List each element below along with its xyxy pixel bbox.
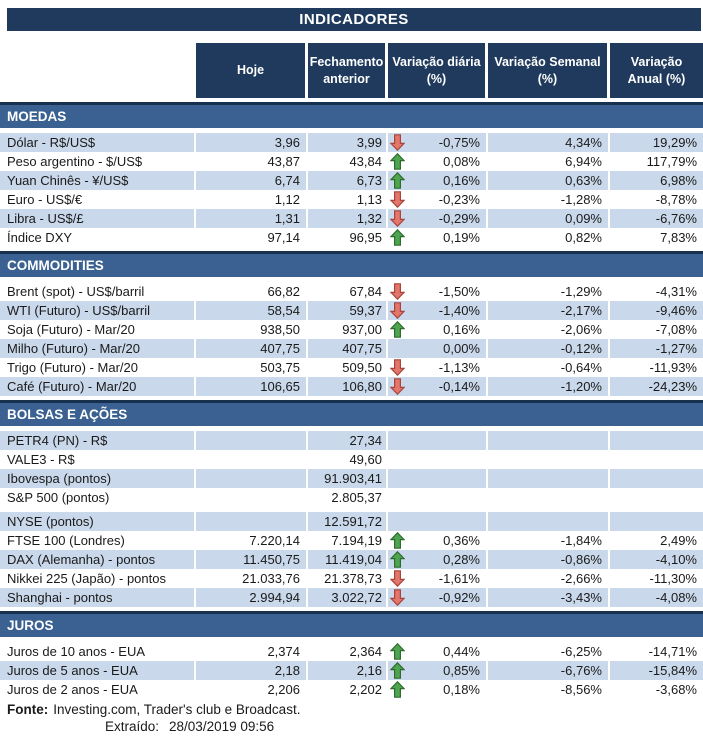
arrow-down-icon <box>388 133 410 152</box>
arrow-placeholder <box>388 488 410 507</box>
cell-variacao-anual <box>610 488 703 507</box>
row-label: NYSE (pontos) <box>0 512 196 531</box>
arrow-up-icon <box>388 152 410 171</box>
cell-variacao-semanal: -3,43% <box>488 588 610 607</box>
table-row <box>0 358 703 377</box>
cell-variacao-semanal: 0,09% <box>488 209 610 228</box>
footer-source-label: Fonte: <box>7 702 49 717</box>
arrow-up-icon <box>388 642 410 661</box>
cell-fechamento-anterior: 21.378,73 <box>308 569 388 588</box>
cell-variacao-semanal: -6,76% <box>488 661 610 680</box>
arrow-placeholder <box>388 469 410 488</box>
cell-variacao-anual: -11,30% <box>649 571 697 586</box>
row-label: Brent (spot) - US$/barril <box>0 282 196 301</box>
cell-variacao-diaria-group <box>388 190 488 209</box>
header-label-spacer <box>0 43 196 98</box>
row-label: S&P 500 (pontos) <box>0 488 196 507</box>
arrow-down-icon <box>388 282 410 301</box>
row-label: Nikkei 225 (Japão) - pontos <box>0 569 196 588</box>
table-row <box>0 512 703 531</box>
cell-fechamento-anterior: 937,00 <box>308 320 388 339</box>
table-row <box>0 190 703 209</box>
row-label: WTI (Futuro) - US$/barril <box>0 301 196 320</box>
cell-variacao-semanal: -6,25% <box>488 642 610 661</box>
table-row <box>0 488 703 507</box>
row-label: Soja (Futuro) - Mar/20 <box>0 320 196 339</box>
cell-variacao-semanal: -2,17% <box>488 301 610 320</box>
cell-fechamento-anterior: 2,16 <box>308 661 388 680</box>
cell-fechamento-anterior: 2.805,37 <box>308 488 388 507</box>
table-row <box>0 228 703 247</box>
table-row <box>0 469 703 488</box>
cell-variacao-diaria-group <box>388 642 488 661</box>
cell-fechamento-anterior: 1,32 <box>308 209 388 228</box>
arrow-up-icon <box>388 171 410 190</box>
row-label: Euro - US$/€ <box>0 190 196 209</box>
cell-variacao-diaria <box>410 469 486 488</box>
cell-variacao-anual: -7,08% <box>655 322 697 337</box>
cell-variacao-diaria <box>410 431 486 450</box>
cell-variacao-semanal: -1,29% <box>488 282 610 301</box>
cell-variacao-semanal: -1,84% <box>488 531 610 550</box>
footer-source <box>0 701 703 718</box>
cell-hoje: 503,75 <box>196 358 308 377</box>
row-label: Juros de 5 anos - EUA <box>0 661 196 680</box>
cell-variacao-diaria: -0,92% <box>438 590 480 605</box>
arrow-placeholder <box>388 339 410 358</box>
cell-variacao-diaria-group <box>388 531 488 550</box>
table-row <box>0 531 703 550</box>
cell-variacao-anual: -24,23% <box>610 377 703 396</box>
cell-variacao-diaria: -1,50% <box>438 284 480 299</box>
table-footer <box>0 701 703 735</box>
column-header-variacao-diaria: Variação diária (%) <box>388 43 488 98</box>
cell-variacao-semanal <box>488 431 610 450</box>
cell-variacao-semanal: -8,56% <box>488 680 610 699</box>
row-label: Yuan Chinês - ¥/US$ <box>0 171 196 190</box>
row-label: VALE3 - R$ <box>0 450 196 469</box>
cell-fechamento-anterior: 12.591,72 <box>308 512 388 531</box>
table-row <box>0 171 703 190</box>
cell-variacao-diaria <box>410 512 486 531</box>
cell-fechamento-anterior: 6,73 <box>308 171 388 190</box>
cell-variacao-diaria: 0,36% <box>443 533 480 548</box>
row-label: Ibovespa (pontos) <box>0 469 196 488</box>
footer-extracted <box>0 718 703 735</box>
cell-variacao-diaria: 0,85% <box>443 663 480 678</box>
cell-variacao-semanal: -0,86% <box>488 550 610 569</box>
cell-variacao-anual: -6,76% <box>610 209 703 228</box>
cell-variacao-anual: -4,31% <box>655 284 697 299</box>
row-label: Trigo (Futuro) - Mar/20 <box>0 358 196 377</box>
cell-variacao-semanal <box>488 512 610 531</box>
cell-variacao-diaria: 0,16% <box>443 173 480 188</box>
cell-variacao-diaria: 0,08% <box>443 154 480 169</box>
cell-variacao-diaria-group <box>388 209 488 228</box>
cell-fechamento-anterior: 3,99 <box>308 133 388 152</box>
cell-variacao-semanal: -2,06% <box>488 320 610 339</box>
cell-variacao-diaria-group <box>388 152 488 171</box>
table-row <box>0 320 703 339</box>
cell-hoje <box>196 488 308 507</box>
row-label: Dólar - R$/US$ <box>0 133 196 152</box>
cell-hoje: 2.994,94 <box>196 588 308 607</box>
cell-variacao-diaria-group <box>388 469 488 488</box>
cell-variacao-semanal: -2,66% <box>488 569 610 588</box>
cell-fechamento-anterior: 27,34 <box>308 431 388 450</box>
cell-hoje: 2,206 <box>196 680 308 699</box>
cell-variacao-anual: -1,27% <box>610 339 703 358</box>
table-row <box>0 450 703 469</box>
cell-hoje <box>196 512 308 531</box>
cell-variacao-diaria: -0,14% <box>438 379 480 394</box>
arrow-placeholder <box>388 431 410 450</box>
cell-variacao-diaria-group <box>388 588 488 607</box>
table-row <box>0 680 703 699</box>
row-label: PETR4 (PN) - R$ <box>0 431 196 450</box>
cell-variacao-anual <box>610 431 703 450</box>
cell-hoje <box>196 469 308 488</box>
cell-variacao-diaria-group <box>388 450 488 469</box>
row-label: Peso argentino - $/US$ <box>0 152 196 171</box>
arrow-up-icon <box>388 320 410 339</box>
arrow-placeholder <box>388 512 410 531</box>
cell-variacao-semanal: -1,28% <box>488 190 610 209</box>
section-header-commodities: COMMODITIES <box>0 251 703 277</box>
cell-hoje: 2,374 <box>196 642 308 661</box>
cell-hoje: 938,50 <box>196 320 308 339</box>
column-header-fechamento-anterior: Fechamento anterior <box>308 43 388 98</box>
cell-variacao-diaria-group <box>388 171 488 190</box>
cell-fechamento-anterior: 3.022,72 <box>308 588 388 607</box>
column-header-variacao-anual: Variação Anual (%) <box>610 43 703 98</box>
cell-variacao-anual: -11,93% <box>649 360 697 375</box>
cell-variacao-diaria-group <box>388 431 488 450</box>
arrow-up-icon <box>388 680 410 699</box>
cell-variacao-anual: -4,10% <box>610 550 703 569</box>
cell-variacao-diaria: -1,61% <box>438 571 480 586</box>
cell-fechamento-anterior: 96,95 <box>308 228 388 247</box>
cell-variacao-anual: 19,29% <box>610 133 703 152</box>
cell-variacao-semanal: -1,20% <box>488 377 610 396</box>
table-row <box>0 301 703 320</box>
cell-variacao-diaria: -1,40% <box>438 303 480 318</box>
table-row <box>0 550 703 569</box>
section-header-bolsas-e-a-es: BOLSAS E AÇÕES <box>0 400 703 426</box>
cell-hoje: 43,87 <box>196 152 308 171</box>
arrow-down-icon <box>388 190 410 209</box>
cell-fechamento-anterior: 407,75 <box>308 339 388 358</box>
table-row <box>0 152 703 171</box>
cell-variacao-anual: -4,08% <box>610 588 703 607</box>
report-title: INDICADORES <box>7 8 701 31</box>
table-row <box>0 431 703 450</box>
cell-hoje: 1,12 <box>196 190 308 209</box>
row-label: Café (Futuro) - Mar/20 <box>0 377 196 396</box>
cell-variacao-anual <box>610 512 703 531</box>
cell-variacao-diaria: -0,75% <box>438 135 480 150</box>
cell-variacao-semanal: 6,94% <box>488 152 610 171</box>
cell-variacao-semanal: -0,12% <box>488 339 610 358</box>
row-label: Juros de 2 anos - EUA <box>0 680 196 699</box>
row-label: Libra - US$/£ <box>0 209 196 228</box>
table-row <box>0 209 703 228</box>
row-label: Shanghai - pontos <box>0 588 196 607</box>
cell-fechamento-anterior: 7.194,19 <box>308 531 388 550</box>
cell-variacao-diaria: 0,28% <box>443 552 480 567</box>
arrow-down-icon <box>388 358 410 377</box>
cell-variacao-diaria-group <box>388 661 488 680</box>
row-label: FTSE 100 (Londres) <box>0 531 196 550</box>
row-label: Juros de 10 anos - EUA <box>0 642 196 661</box>
cell-hoje: 1,31 <box>196 209 308 228</box>
cell-variacao-semanal: 0,82% <box>488 228 610 247</box>
cell-variacao-anual: -3,68% <box>655 682 697 697</box>
cell-variacao-anual: 2,49% <box>660 533 697 548</box>
table-row <box>0 588 703 607</box>
section-header-juros: JUROS <box>0 611 703 637</box>
cell-variacao-diaria: 0,18% <box>443 682 480 697</box>
cell-fechamento-anterior: 11.419,04 <box>308 550 388 569</box>
cell-variacao-semanal: 0,63% <box>488 171 610 190</box>
cell-fechamento-anterior: 106,80 <box>308 377 388 396</box>
cell-hoje <box>196 431 308 450</box>
row-label: DAX (Alemanha) - pontos <box>0 550 196 569</box>
cell-hoje: 6,74 <box>196 171 308 190</box>
column-header-variacao-semanal: Variação Semanal (%) <box>488 43 610 98</box>
cell-variacao-anual <box>610 450 703 469</box>
arrow-up-icon <box>388 228 410 247</box>
arrow-placeholder <box>388 450 410 469</box>
cell-fechamento-anterior: 59,37 <box>308 301 388 320</box>
cell-fechamento-anterior: 49,60 <box>308 450 388 469</box>
section-header-moedas: MOEDAS <box>0 102 703 128</box>
footer-source-text: Investing.com, Trader's club e Broadcast. <box>53 702 301 717</box>
cell-variacao-diaria-group <box>388 550 488 569</box>
table-row <box>0 661 703 680</box>
cell-fechamento-anterior: 43,84 <box>308 152 388 171</box>
cell-variacao-diaria-group <box>388 358 488 377</box>
cell-variacao-semanal: 4,34% <box>488 133 610 152</box>
arrow-down-icon <box>388 569 410 588</box>
cell-variacao-semanal <box>488 469 610 488</box>
footer-extracted-value: 28/03/2019 09:56 <box>169 719 275 734</box>
cell-variacao-anual: -8,78% <box>655 192 697 207</box>
cell-variacao-diaria-group <box>388 282 488 301</box>
cell-fechamento-anterior: 67,84 <box>308 282 388 301</box>
cell-hoje: 11.450,75 <box>196 550 308 569</box>
cell-variacao-diaria-group <box>388 680 488 699</box>
cell-variacao-semanal: -0,64% <box>488 358 610 377</box>
column-header-hoje: Hoje <box>196 43 308 98</box>
cell-variacao-semanal <box>488 488 610 507</box>
cell-variacao-diaria-group <box>388 320 488 339</box>
cell-hoje <box>196 450 308 469</box>
row-label: Índice DXY <box>0 228 196 247</box>
cell-fechamento-anterior: 509,50 <box>308 358 388 377</box>
table-header-row <box>0 43 703 98</box>
cell-variacao-diaria: 0,16% <box>443 322 480 337</box>
cell-fechamento-anterior: 91.903,41 <box>308 469 388 488</box>
cell-variacao-anual <box>610 469 703 488</box>
cell-variacao-diaria: -1,13% <box>438 360 480 375</box>
cell-hoje: 407,75 <box>196 339 308 358</box>
cell-variacao-anual: 117,79% <box>646 154 697 169</box>
cell-variacao-diaria <box>410 450 486 469</box>
cell-hoje: 66,82 <box>196 282 308 301</box>
cell-hoje: 7.220,14 <box>196 531 308 550</box>
cell-hoje: 3,96 <box>196 133 308 152</box>
table-row <box>0 642 703 661</box>
row-label: Milho (Futuro) - Mar/20 <box>0 339 196 358</box>
cell-variacao-anual: -15,84% <box>610 661 703 680</box>
cell-variacao-diaria-group <box>388 569 488 588</box>
cell-variacao-diaria: -0,23% <box>438 192 480 207</box>
table-row <box>0 339 703 358</box>
cell-variacao-diaria: 0,44% <box>443 644 480 659</box>
cell-variacao-anual: -9,46% <box>610 301 703 320</box>
cell-hoje: 58,54 <box>196 301 308 320</box>
cell-variacao-diaria <box>410 488 486 507</box>
arrow-down-icon <box>388 588 410 607</box>
cell-hoje: 97,14 <box>196 228 308 247</box>
arrow-up-icon <box>388 550 410 569</box>
cell-variacao-diaria: 0,19% <box>443 230 480 245</box>
arrow-down-icon <box>388 209 410 228</box>
cell-variacao-diaria-group <box>388 133 488 152</box>
cell-fechamento-anterior: 2,202 <box>308 680 388 699</box>
cell-variacao-diaria-group <box>388 512 488 531</box>
table-body <box>0 102 703 699</box>
cell-variacao-diaria-group <box>388 228 488 247</box>
arrow-up-icon <box>388 531 410 550</box>
cell-variacao-anual: 7,83% <box>660 230 697 245</box>
table-row <box>0 377 703 396</box>
arrow-down-icon <box>388 377 410 396</box>
table-row <box>0 569 703 588</box>
cell-variacao-diaria-group <box>388 488 488 507</box>
cell-variacao-diaria: 0,00% <box>443 341 480 356</box>
table-row <box>0 282 703 301</box>
arrow-down-icon <box>388 301 410 320</box>
cell-variacao-diaria-group <box>388 301 488 320</box>
cell-variacao-anual: 6,98% <box>610 171 703 190</box>
cell-hoje: 21.033,76 <box>196 569 308 588</box>
cell-variacao-semanal <box>488 450 610 469</box>
cell-variacao-diaria-group <box>388 339 488 358</box>
cell-variacao-diaria-group <box>388 377 488 396</box>
table-row <box>0 133 703 152</box>
cell-fechamento-anterior: 2,364 <box>308 642 388 661</box>
cell-variacao-diaria: -0,29% <box>438 211 480 226</box>
cell-hoje: 2,18 <box>196 661 308 680</box>
arrow-up-icon <box>388 661 410 680</box>
cell-fechamento-anterior: 1,13 <box>308 190 388 209</box>
footer-extracted-label: Extraído: <box>105 719 160 734</box>
cell-hoje: 106,65 <box>196 377 308 396</box>
cell-variacao-anual: -14,71% <box>648 644 697 659</box>
